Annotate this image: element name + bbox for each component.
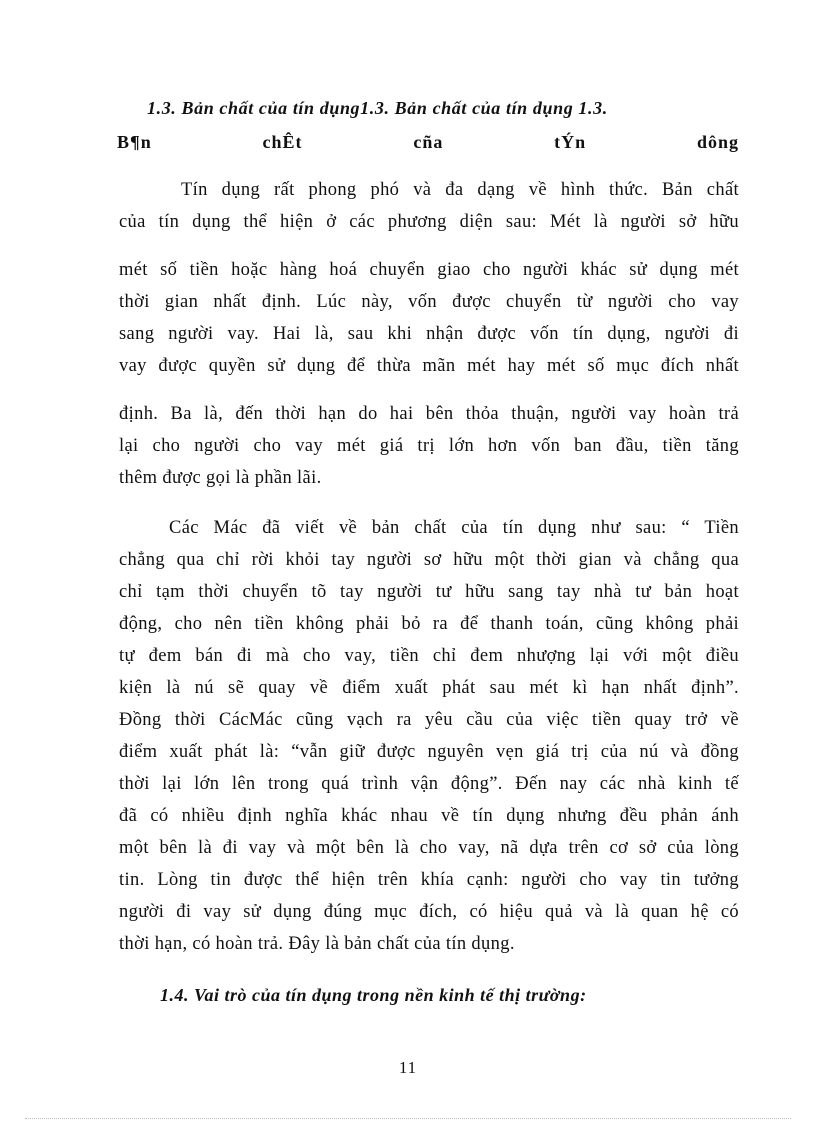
paragraph-line: mét số tiền hoặc hàng hoá chuyển giao cho người khác sử dụng mét	[119, 260, 739, 280]
paragraph-line: chỉ tạm thời chuyển tõ tay người tư hữu sang tay nhà tư bản hoạt	[119, 582, 739, 602]
paragraph-line: của tín dụng thể hiện ở các phương diện sau: Mét là người sở hữu	[119, 212, 739, 232]
heading-word: dông	[696, 132, 739, 152]
paragraph-line: Tín dụng rất phong phó và đa dạng về hình thức. Bản chất	[181, 180, 739, 200]
paragraph-line: lại cho người cho vay mét giá trị lớn hơn vốn ban đầu, tiền tăng	[119, 436, 739, 456]
paragraph-line: Đồng thời CácMác cũng vạch ra yêu cầu của việc tiền quay trở về	[119, 710, 739, 730]
section-1-4-heading: 1.4. Vai trò của tín dụng trong nền kinh tế thị trường:	[160, 985, 587, 1005]
paragraph-2	[119, 512, 739, 960]
paragraph-line: Các Mác đã viết về bản chất của tín dụng như sau: “ Tiền	[169, 518, 739, 538]
heading-word: chÊt	[262, 132, 303, 152]
paragraph-line: một bên là đi vay và một bên là cho vay, nã dựa trên cơ sở của lòng	[119, 838, 739, 858]
paragraph-line: điểm xuất phát là: “vẫn giữ được nguyên vẹn giá trị của nú và đồng	[119, 742, 739, 762]
paragraph-line: chẳng qua chỉ rời khỏi tay người sơ hữu một thời gian và chẳng qua	[119, 550, 739, 570]
heading-word: tÝn	[554, 132, 587, 152]
page-number: 11	[398, 1058, 418, 1077]
paragraph-line: thêm được gọi là phần lãi.	[119, 468, 322, 488]
paragraph-line: thời gian nhất định. Lúc này, vốn được chuyển từ người cho vay	[119, 292, 739, 312]
heading-word: cña	[413, 132, 444, 152]
paragraph-line: động, cho nên tiền không phải bỏ ra để thanh toán, cũng không phải	[119, 614, 739, 634]
section-1-3-title-garbled	[117, 132, 739, 153]
section-1-3-title: 1.3. Bản chất của tín dụng1.3. Bản chất của tín dụng 1.3.	[147, 98, 608, 118]
paragraph-line: người đi vay sử dụng đúng mục đích, có hiệu quả và là quan hệ có	[119, 902, 739, 922]
heading-word: B¶n	[117, 132, 152, 152]
paragraph-line: đã có nhiều định nghĩa khác nhau về tín dụng nhưng đều phản ánh	[119, 806, 739, 826]
section-1-3-heading	[117, 98, 739, 158]
paragraph-line: vay được quyền sử dụng để thừa mãn mét hay mét số mục đích nhất	[119, 356, 739, 376]
paragraph-line: tin. Lòng tin được thể hiện trên khía cạnh: người cho vay tin tưởng	[119, 870, 739, 890]
paragraph-line: thời hạn, có hoàn trả. Đây là bản chất của tín dụng.	[119, 934, 515, 954]
paragraph-line: thời lại lớn lên trong quá trình vận động”. Đến nay các nhà kinh tế	[119, 774, 739, 794]
paragraph-line: định. Ba là, đến thời hạn do hai bên thỏa thuận, người vay hoàn trả	[119, 404, 739, 424]
page-bottom-divider	[25, 1118, 791, 1119]
paragraph-1	[119, 174, 739, 494]
paragraph-line: kiện là nú sẽ quay về điểm xuất phát sau mét kì hạn nhất định”.	[119, 678, 739, 698]
paragraph-line: sang người vay. Hai là, sau khi nhận được vốn tín dụng, người đi	[119, 324, 739, 344]
paragraph-line: tự đem bán đi mà cho vay, tiền chỉ đem nhượng lại với một điều	[119, 646, 739, 666]
